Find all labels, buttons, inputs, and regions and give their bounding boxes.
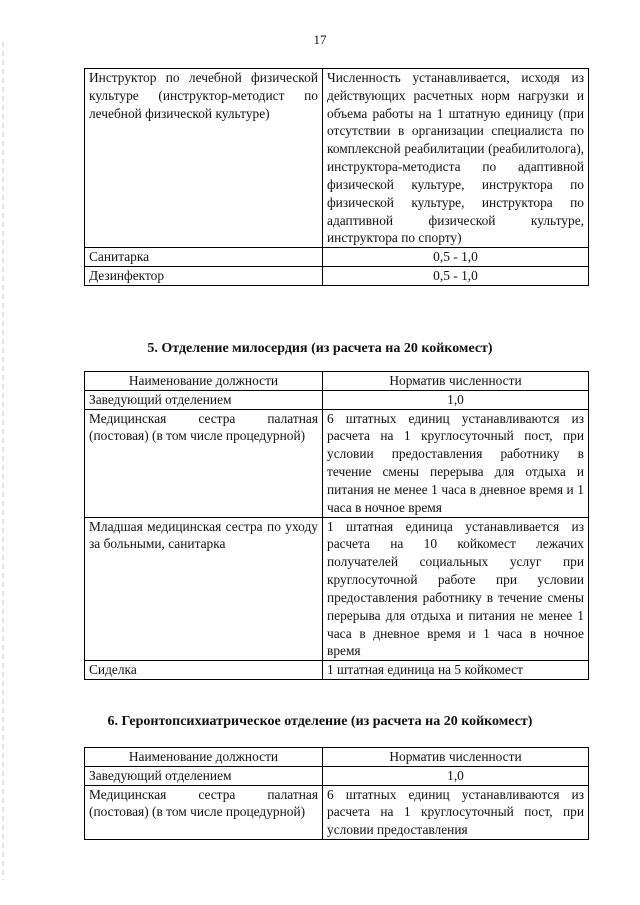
scan-edge-dots	[2, 40, 4, 880]
section-5-table	[84, 371, 589, 680]
position-cell: Санитарка	[85, 248, 323, 267]
norm-cell: 6 штатных единиц устанавливаются из расчета на 1 круглосуточный пост, при условии предоставления работнику в течение смены перерыва для отдыха и питания не менее 1 часа в дневное время и 1 часа в ночное время	[323, 409, 589, 517]
table-row	[85, 69, 589, 248]
position-cell: Сиделка	[85, 661, 323, 680]
position-cell: Медицинская сестра палатная (постовая) (в том числе процедурной)	[85, 409, 323, 517]
table-row	[85, 661, 589, 680]
table-row	[85, 409, 589, 517]
norm-cell: 0,5 - 1,0	[323, 248, 589, 267]
section-6-table	[84, 747, 589, 840]
table-row	[85, 267, 589, 286]
column-header-norm: Норматив численности	[323, 748, 589, 767]
table-header-row	[85, 372, 589, 391]
table-row	[85, 766, 589, 785]
norm-cell: 0,5 - 1,0	[323, 267, 589, 286]
position-cell: Младшая медицинская сестра по уходу за больными, санитарка	[85, 517, 323, 661]
staffing-table-continued	[84, 68, 589, 286]
table-row	[85, 248, 589, 267]
norm-cell: 1 штатная единица на 5 койкомест	[323, 661, 589, 680]
table-row	[85, 785, 589, 839]
table-row	[85, 517, 589, 661]
position-cell: Инструктор по лечебной физической культуре (инструктор-методист по лечебной физической культуре)	[85, 69, 323, 248]
column-header-position: Наименование должности	[85, 372, 323, 391]
section-6-title: 6. Геронтопсихиатрическое отделение (из расчета на 20 койкомест)	[107, 714, 533, 729]
table-row	[85, 390, 589, 409]
norm-cell: 6 штатных единиц устанавливаются из расчета на 1 круглосуточный пост, при условии предоставления	[323, 785, 589, 839]
position-cell: Заведующий отделением	[85, 766, 323, 785]
position-cell: Медицинская сестра палатная (постовая) (в том числе процедурной)	[85, 785, 323, 839]
column-header-position: Наименование должности	[85, 748, 323, 767]
column-header-norm: Норматив численности	[323, 372, 589, 391]
position-cell: Дезинфектор	[85, 267, 323, 286]
norm-cell: Численность устанавливается, исходя из действующих расчетных норм нагрузки и объема работы на 1 штатную единицу (при отсутствии в организации специалиста по комплексной реабилитации (реабилитолога), инструктора-методиста по адаптивной физической культуре, инструктора по физической культуре, инструктора по адаптивной физической культуре, инструктора по спорту)	[323, 69, 589, 248]
norm-cell: 1,0	[323, 766, 589, 785]
position-cell: Заведующий отделением	[85, 390, 323, 409]
section-5-title: 5. Отделение милосердия (из расчета на 20 койкомест)	[147, 341, 493, 356]
norm-cell: 1 штатная единица устанавливается из расчета на 10 койкомест лежачих получателей социальных услуг при круглосуточной работе при условии предоставления работнику в течение смены перерыва для отдыха и питания не менее 1 часа в дневное время и 1 часа в ночное время	[323, 517, 589, 661]
page-number: 17	[313, 32, 327, 47]
norm-cell: 1,0	[323, 390, 589, 409]
table-header-row	[85, 748, 589, 767]
